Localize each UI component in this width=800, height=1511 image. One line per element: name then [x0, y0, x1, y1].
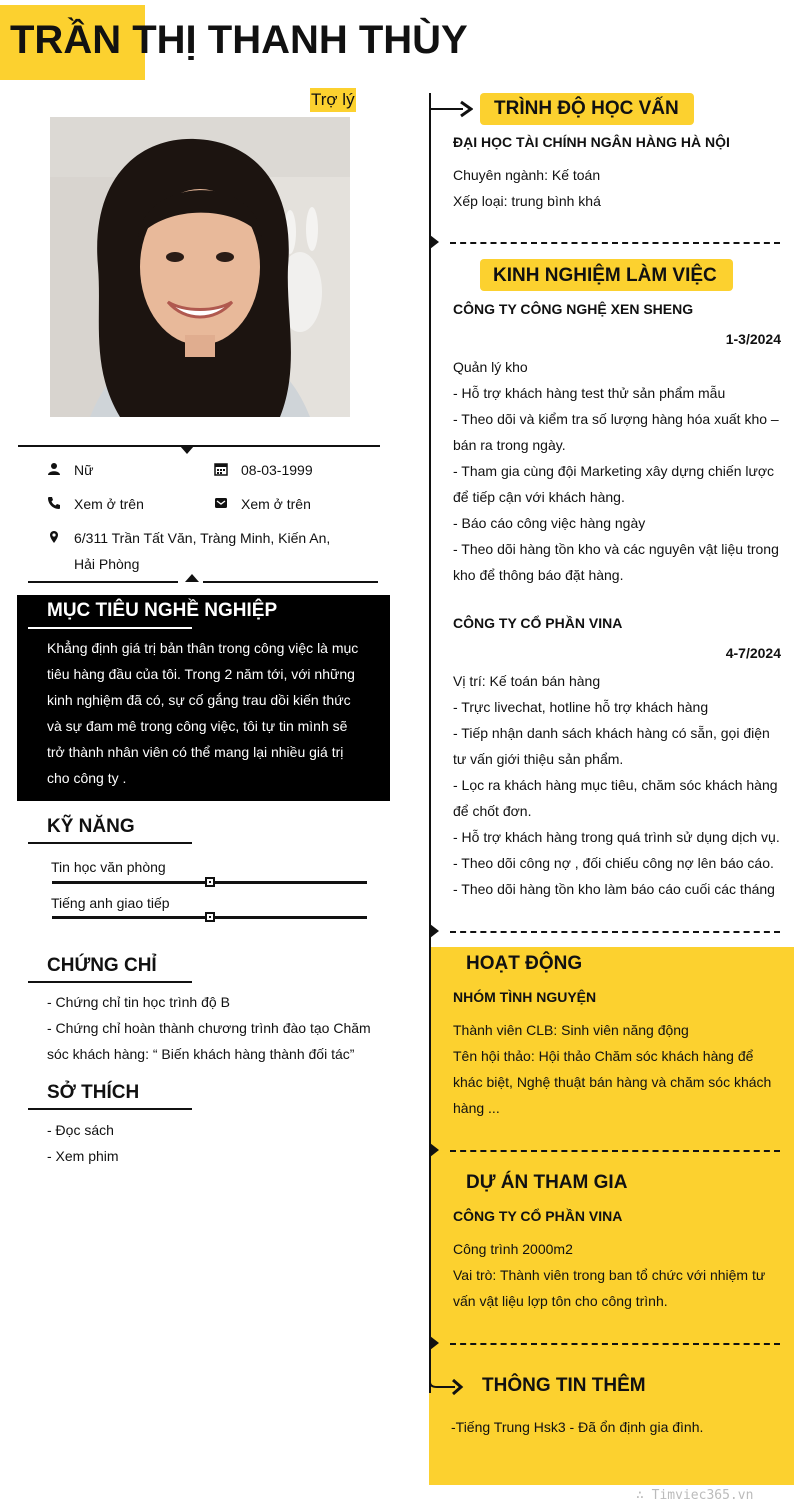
- education-line: Xếp loại: trung bình khá: [453, 193, 601, 209]
- section-marker-icon: [430, 1143, 439, 1157]
- certificates-underline: [28, 981, 192, 983]
- gender-value: Nữ: [74, 462, 94, 478]
- job-line: - Tham gia cùng đội Marketing xây dựng chiến lược: [453, 463, 775, 479]
- job-line: - Trực livechat, hotline hỗ trợ khách hàng: [453, 699, 709, 715]
- hobbies-text: [47, 1117, 119, 1169]
- job-line: - Tiếp nhận danh sách khách hàng có sẵn, gọi điện: [453, 725, 770, 741]
- objective-underline: [28, 627, 192, 629]
- watermark: ∴ Timviec365.vn: [636, 1488, 754, 1503]
- job-line: - Theo dõi hàng tồn kho và các nguyên vật liệu trong: [453, 541, 779, 557]
- hobby-line: - Đọc sách: [47, 1122, 114, 1138]
- extra-text: -Tiếng Trung Hsk3 - Đã ổn định gia đình.: [451, 1419, 704, 1435]
- projects-org: CÔNG TY CỔ PHẦN VINA: [453, 1208, 623, 1224]
- hobbies-underline: [28, 1108, 192, 1110]
- project-line: vấn vật liệu lợp tôn cho công trình.: [453, 1293, 668, 1309]
- address-line-1: 6/311 Trần Tất Văn, Tràng Minh, Kiến An,: [74, 530, 331, 546]
- job-line: - Theo dõi hàng tồn kho làm báo cáo cuối các tháng: [453, 881, 775, 897]
- section-marker-icon: [430, 924, 439, 938]
- skill-level-marker: [205, 912, 215, 922]
- section-marker-icon: [430, 1336, 439, 1350]
- activity-line: hàng ...: [453, 1100, 500, 1116]
- objective-line: trở thành nhân viên có thể mang lại nhiều giá trị: [47, 744, 344, 760]
- section-marker-icon: [430, 235, 439, 249]
- extra-title: THÔNG TIN THÊM: [482, 1375, 646, 1396]
- job-line: - Theo dõi và kiểm tra số lượng hàng hóa xuất kho –: [453, 411, 779, 427]
- hobbies-title: SỞ THÍCH: [47, 1082, 140, 1103]
- activities-org: NHÓM TÌNH NGUYỆN: [453, 989, 597, 1005]
- timeline-line: [429, 93, 431, 1393]
- portrait-illustration: [50, 117, 350, 417]
- section-divider: [450, 1343, 780, 1345]
- email-row: [214, 491, 228, 517]
- certificates-title: CHỨNG CHỈ: [47, 955, 157, 976]
- address-line-2: Hải Phòng: [74, 556, 140, 572]
- certificates-text: [47, 989, 379, 1067]
- info-top-divider: [18, 445, 380, 447]
- projects-title: DỰ ÁN THAM GIA: [466, 1172, 628, 1193]
- certificate-line: - Chứng chỉ hoàn thành chương trình đào tạo Chăm: [47, 1020, 371, 1036]
- job-date: 4-7/2024: [725, 645, 781, 661]
- projects-details: [453, 1236, 781, 1314]
- gender-row: [47, 457, 61, 483]
- job-line: bán ra trong ngày.: [453, 437, 566, 453]
- activities-title: HOẠT ĐỘNG: [466, 953, 583, 974]
- activities-details: [453, 1017, 781, 1121]
- job-duties: [453, 668, 781, 902]
- job-duties: [453, 354, 781, 588]
- activity-line: Thành viên CLB: Sinh viên năng động: [453, 1022, 689, 1038]
- birthday-row: [214, 457, 228, 483]
- info-bottom-divider-right: [203, 581, 378, 583]
- job-title: Trợ lý: [310, 88, 356, 112]
- objective-line: kinh nghiệm đã có, sự cố gắng trau dồi kiến thức: [47, 692, 351, 708]
- skill-label: Tin học văn phòng: [51, 859, 166, 875]
- skills-title: KỸ NĂNG: [47, 816, 135, 837]
- job-line: - Lọc ra khách hàng mục tiêu, chăm sóc khách hàng: [453, 777, 778, 793]
- arrow-right-icon: [429, 99, 473, 119]
- certificate-line: sóc khách hàng: “ Biến khách hàng thành đối tác”: [47, 1046, 355, 1062]
- job-line: - Hỗ trợ khách hàng test thử sản phẩm mẫu: [453, 385, 726, 401]
- objective-line: và sự đam mê trong công việc, tôi tự tin mình sẽ: [47, 718, 348, 734]
- divider-arrow-up: [185, 574, 199, 582]
- skill-label: Tiếng anh giao tiếp: [51, 895, 170, 911]
- job-line: Quản lý kho: [453, 359, 528, 375]
- skill-level-marker: [205, 877, 215, 887]
- job-line: - Theo dõi công nợ , đối chiếu công nợ lên báo cáo.: [453, 855, 774, 871]
- section-divider: [450, 242, 780, 244]
- user-icon: [47, 462, 61, 476]
- objective-text: [47, 635, 359, 791]
- job-date: 1-3/2024: [725, 331, 781, 347]
- job-company: CÔNG TY CỔ PHẦN VINA: [453, 615, 623, 631]
- objective-line: cho công ty .: [47, 770, 127, 786]
- curved-arrow-icon: [429, 1370, 465, 1400]
- phone-value: Xem ở trên: [74, 496, 144, 512]
- job-line: - Hỗ trợ khách hàng trong quá trình sử dụng dịch vụ.: [453, 829, 780, 845]
- map-pin-icon: [47, 530, 61, 544]
- objective-line: Khẳng định giá trị bản thân trong công việc là mục: [47, 640, 359, 656]
- education-line: Chuyên ngành: Kế toán: [453, 167, 601, 183]
- objective-title: MỤC TIÊU NGHỀ NGHIỆP: [47, 600, 278, 621]
- skills-underline: [28, 842, 192, 844]
- birthday-value: 08-03-1999: [241, 462, 313, 478]
- objective-line: tiêu hàng đầu của tôi. Trong 2 năm tới, với những: [47, 666, 355, 682]
- experience-title: KINH NGHIỆM LÀM VIỆC: [493, 265, 717, 286]
- education-title: TRÌNH ĐỘ HỌC VẤN: [494, 98, 679, 119]
- candidate-name: TRẦN THỊ THANH THÙY: [10, 18, 468, 62]
- education-details: [453, 162, 601, 214]
- job-line: tư vấn giới thiệu sản phẩm.: [453, 751, 624, 767]
- email-value: Xem ở trên: [241, 496, 311, 512]
- job-line: Vị trí: Kế toán bán hàng: [453, 673, 601, 689]
- job-line: - Báo cáo công việc hàng ngày: [453, 515, 646, 531]
- envelope-icon: [214, 496, 228, 510]
- job-line: để tiếp cận với khách hàng.: [453, 489, 625, 505]
- activity-line: Tên hội thảo: Hội thảo Chăm sóc khách hàng để: [453, 1048, 754, 1064]
- section-divider: [450, 931, 780, 933]
- job-company: CÔNG TY CÔNG NGHỆ XEN SHENG: [453, 301, 694, 317]
- activity-line: khác biệt, Nghệ thuật bán hàng và chăm sóc khách: [453, 1074, 772, 1090]
- phone-row: [47, 491, 61, 517]
- hobby-line: - Xem phim: [47, 1148, 119, 1164]
- address-row: [47, 525, 61, 551]
- project-line: Công trình 2000m2: [453, 1241, 573, 1257]
- phone-icon: [47, 496, 61, 510]
- divider-arrow-down: [180, 446, 194, 454]
- certificate-line: - Chứng chỉ tin học trình độ B: [47, 994, 230, 1010]
- profile-photo: [50, 117, 350, 417]
- education-school: ĐẠI HỌC TÀI CHÍNH NGÂN HÀNG HÀ NỘI: [453, 134, 730, 150]
- calendar-icon: [214, 462, 228, 476]
- info-bottom-divider-left: [28, 581, 178, 583]
- job-line: kho để thông báo đặt hàng.: [453, 567, 624, 583]
- project-line: Vai trò: Thành viên trong ban tổ chức với nhiệm tư: [453, 1267, 766, 1283]
- job-line: để chốt đơn.: [453, 803, 532, 819]
- section-divider: [450, 1150, 780, 1152]
